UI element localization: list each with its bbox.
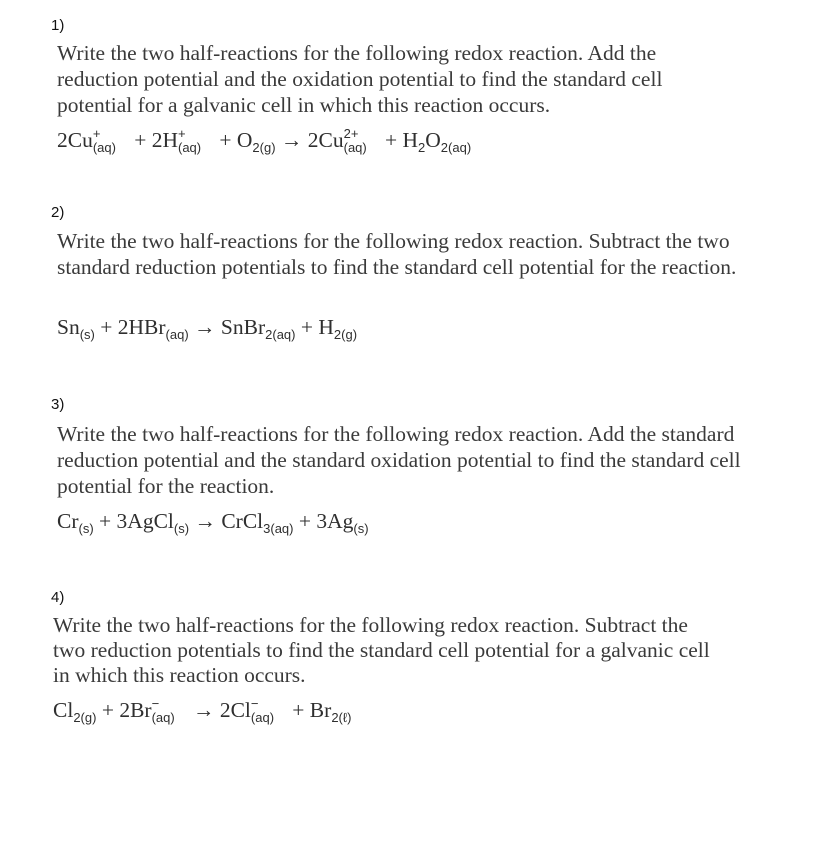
chemical-equation: $Cr_{(s)}$ + 3AgCl$_{(s)}$ → CrCl$_{3(aq)}$ + $3Ag_{(s)}$ bbox=[57, 509, 369, 536]
problem-prompt: Write the two half-reactions for the following redox reaction. Add the reduction potential and the oxidation potential to find the standard cell potential for a galvanic cell in which this reaction occurs. bbox=[57, 41, 663, 117]
problem-prompt: Write the two half-reactions for the following redox reaction. Add the standard reduction potential and the standard oxidation potential to find the standard cell potential for the reaction. bbox=[57, 422, 741, 498]
problem-number: 3) bbox=[51, 396, 65, 413]
chemical-equation: $Cl_{2(g)} + 2Br$ − (aq) → 2Cl − (aq) + $Br_{2(\ell)}$ bbox=[53, 696, 352, 725]
problem-number: 1) bbox=[51, 17, 65, 34]
problem-number: 4) bbox=[51, 589, 65, 606]
problem-number: 2) bbox=[51, 204, 65, 221]
problem-prompt: Write the two half-reactions for the following redox reaction. Subtract the two reduction potentials to find the standard cell potential for a galvanic cell in which this reaction occurs. bbox=[53, 613, 710, 687]
chemical-equation: 2Cu + (aq) + 2H + (aq) + $O_{2(g)} \to 2Cu$ 2+ (aq) + $H_2O_{2(aq)}$ bbox=[57, 126, 472, 155]
problem-prompt: Write the two half-reactions for the following redox reaction. Subtract the two standard reduction potentials to find the standard cell potential for the reaction. bbox=[57, 229, 737, 279]
chemical-equation: $Sn_{(s)} + 2HBr_{(aq)}$ → SnBr$_{2(aq)}$ + $H_{2(g)}$ bbox=[57, 315, 358, 342]
